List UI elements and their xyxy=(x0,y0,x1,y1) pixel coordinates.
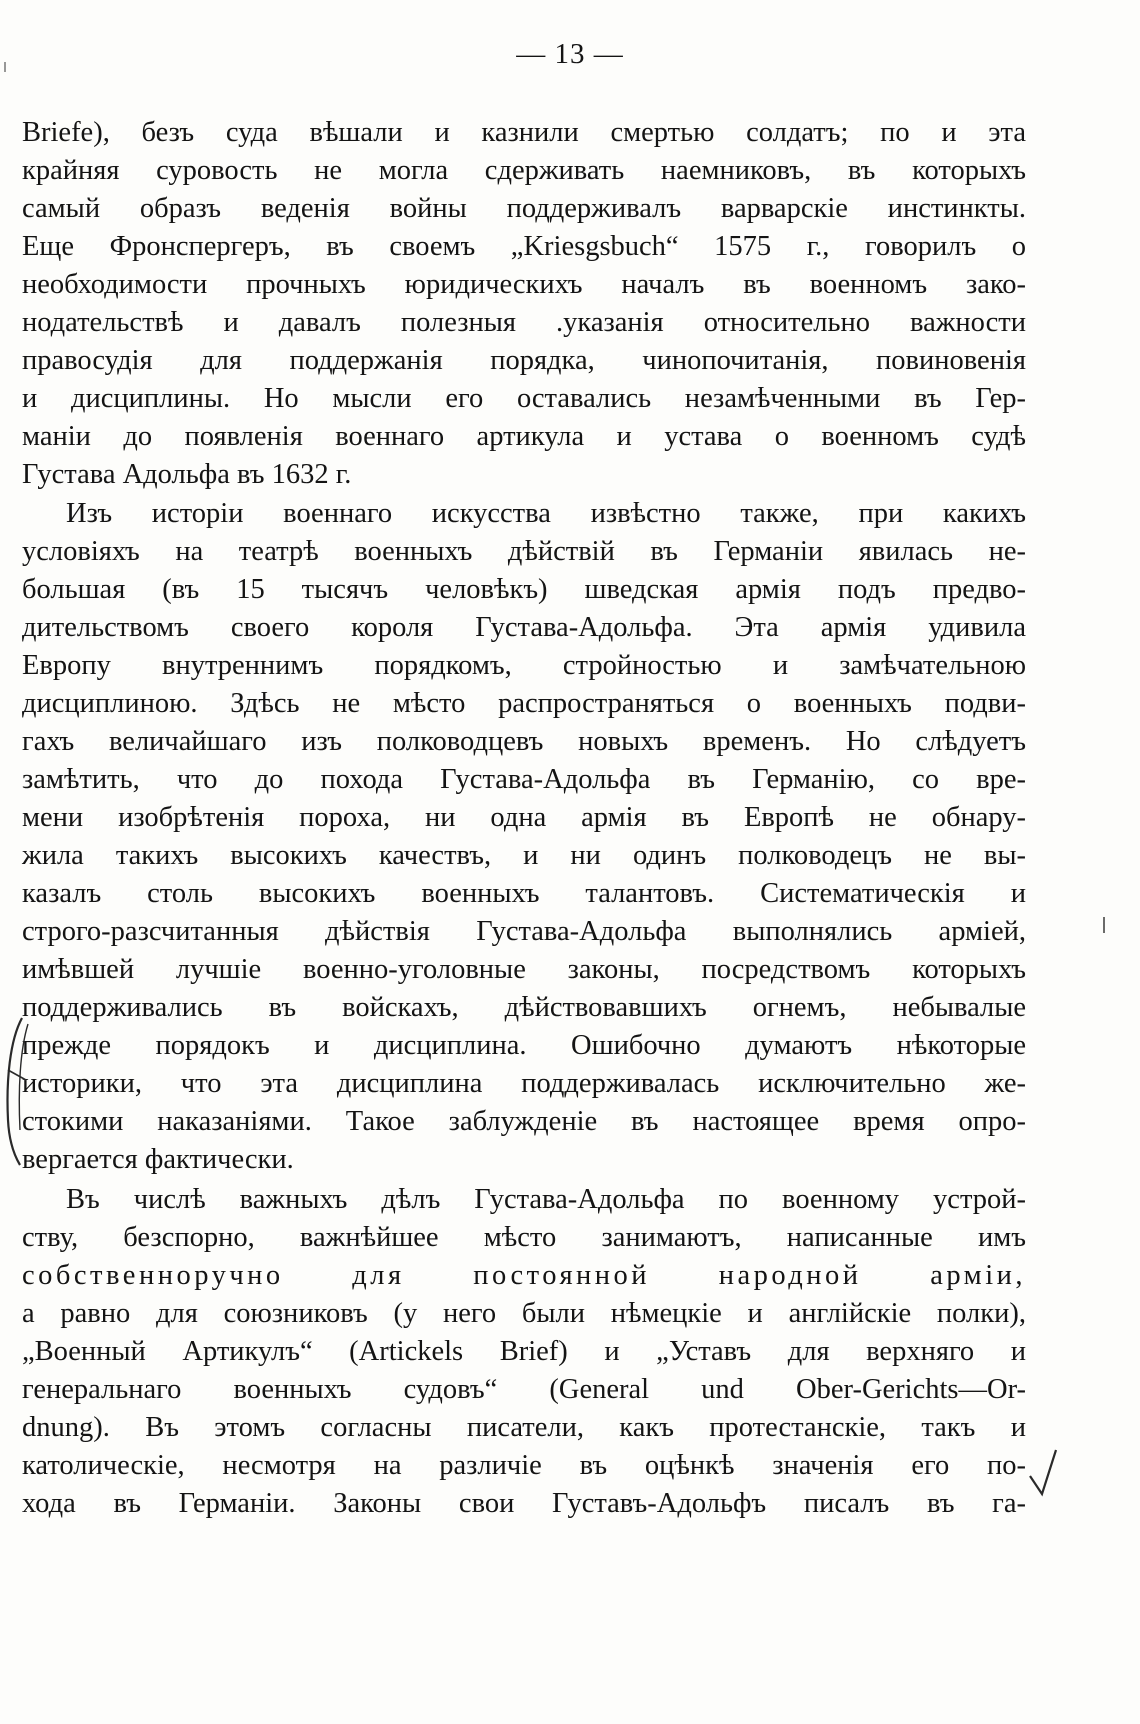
text-line: „Военный Артикулъ“ (Artickels Brief) и „Уставъ для верхняго и xyxy=(22,1336,1026,1367)
text-line: стокими наказаніями. Такое заблужденіе въ настоящее время опро- xyxy=(22,1106,1026,1137)
text-line: а равно для союзниковъ (у него были нѣмецкіе и англійскіе полки), xyxy=(22,1298,1026,1329)
text-line: большая (въ 15 тысячъ человѣкъ) шведская армія подъ предво- xyxy=(22,574,1026,605)
text-line: католическіе, несмотря на различіе въ оцѣнкѣ значенія его по- xyxy=(22,1450,1026,1481)
margin-stray-tick-mark xyxy=(1100,915,1108,935)
text-line-emphasized: собственноручно для постоянной народной арміи, xyxy=(22,1260,1026,1291)
text-line: генеральнаго военныхъ судовъ“ (General und Ober-Gerichts—Or- xyxy=(22,1374,1026,1405)
text-line: и дисциплины. Но мысли его оставались незамѣченными въ Гер- xyxy=(22,383,1026,414)
text-line: имѣвшей лучшіе военно-уголовные законы, посредствомъ которыхъ xyxy=(22,954,1026,985)
text-line: нодательствѣ и давалъ полезныя .указанія относительно важности xyxy=(22,307,1026,338)
text-line: гахъ величайшаго изъ полководцевъ новыхъ временъ. Но слѣдуетъ xyxy=(22,726,1026,757)
text-line: Изъ исторіи военнаго искусства извѣстно также, при какихъ xyxy=(66,498,1026,529)
text-line: условіяхъ на театрѣ военныхъ дѣйствій въ Германіи явилась не- xyxy=(22,536,1026,567)
text-line: хода въ Германіи. Законы свои Густавъ-Адольфъ писалъ въ га- xyxy=(22,1488,1026,1519)
text-line: самый образъ веденія войны поддерживалъ варварскіе инстинкты. xyxy=(22,193,1026,224)
text-line: прежде порядокъ и дисциплина. Ошибочно думаютъ нѣкоторые xyxy=(22,1030,1026,1061)
text-line: историки, что эта дисциплина поддерживалась исключительно же- xyxy=(22,1068,1026,1099)
text-line: мени изобрѣтенія пороха, ни одна армія въ Европѣ не обнару- xyxy=(22,802,1026,833)
text-line: дисциплиною. Здѣсь не мѣсто распространяться о военныхъ подви- xyxy=(22,688,1026,719)
margin-pencil-bracket-mark xyxy=(0,1010,40,1170)
text-line: замѣтить, что до похода Густава-Адольфа въ Германію, со вре- xyxy=(22,764,1026,795)
text-line: ству, безспорно, важнѣйшее мѣсто занимаютъ, написанные имъ xyxy=(22,1222,1026,1253)
text-line: казалъ столь высокихъ военныхъ талантовъ. Систематическія и xyxy=(22,878,1026,909)
text-line: Густава Адольфа въ 1632 г. xyxy=(22,459,352,490)
margin-pencil-check-mark xyxy=(1026,1446,1076,1506)
text-line: правосудія для поддержанія порядка, чинопочитанія, повиновенія xyxy=(22,345,1026,376)
text-line: необходимости прочныхъ юридическихъ началъ въ военномъ зако- xyxy=(22,269,1026,300)
page-number-header: — 13 — xyxy=(516,38,624,70)
text-line: маніи до появленія военнаго артикула и устава о военномъ судѣ xyxy=(22,421,1026,452)
text-line: крайняя суровость не могла сдерживать наемниковъ, въ которыхъ xyxy=(22,155,1026,186)
text-line: Въ числѣ важныхъ дѣлъ Густава-Адольфа по военному устрой- xyxy=(66,1184,1026,1215)
text-line: дительствомъ своего короля Густава-Адольфа. Эта армія удивила xyxy=(22,612,1026,643)
margin-stray-dot-mark xyxy=(2,60,8,74)
text-line: строго-разсчитанныя дѣйствія Густава-Адольфа выполнялись арміей, xyxy=(22,916,1026,947)
text-line: Briefe), безъ суда вѣшали и казнили смертью солдатъ; по и эта xyxy=(22,117,1026,148)
text-line: жила такихъ высокихъ качествъ, и ни одинъ полководецъ не вы- xyxy=(22,840,1026,871)
text-line: dnung). Въ этомъ согласны писатели, какъ протестанскіе, такъ и xyxy=(22,1412,1026,1443)
text-line: Еще Фронспергеръ, въ своемъ „Kriesgsbuch“ 1575 г., говорилъ о xyxy=(22,231,1026,262)
text-line: поддерживались въ войскахъ, дѣйствовавшихъ огнемъ, небывалые xyxy=(22,992,1026,1023)
text-line: Европу внутреннимъ порядкомъ, стройностью и замѣчательною xyxy=(22,650,1026,681)
text-line: вергается фактически. xyxy=(22,1144,294,1175)
